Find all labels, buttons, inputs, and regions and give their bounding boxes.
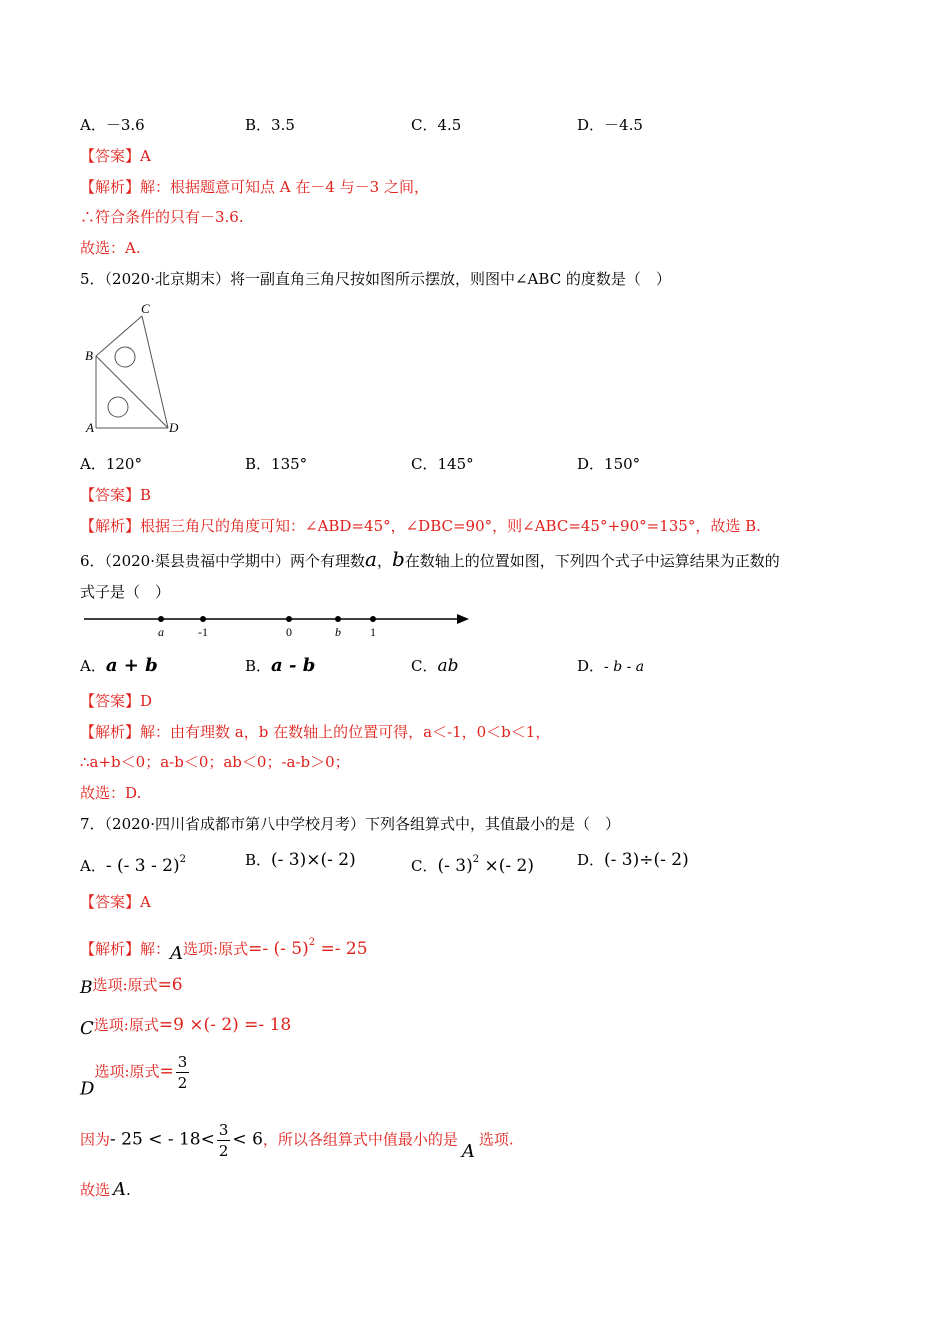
label-b: b <box>335 625 341 639</box>
number-line-arrow <box>457 614 469 624</box>
q7-because-line: 因为- 25 < - 18< $\frac{3}{2}$ < 6，所以各组算式中值最小的是A选项. <box>80 1121 514 1162</box>
label-d: D <box>169 420 179 435</box>
q4-option-a: A．－3.6 <box>80 116 145 134</box>
q5-option-b: B．135° <box>245 455 308 473</box>
q7-options <box>80 849 880 876</box>
q5-analysis: 【解析】根据三角尺的角度可知：∠ABD=45°，∠DBC=90°，则∠ABC=45°+90°=135°，故选 B. <box>80 517 761 535</box>
q6-question: 6．（2020·渠县贵福中学期中）两个有理数a，b在数轴上的位置如图，下列四个式子中运算结果为正数的 <box>80 547 780 571</box>
q5-option-d: D．150° <box>577 455 641 473</box>
q5-triangle-figure <box>82 298 192 438</box>
q7-conclusion: 故选 A. <box>80 1179 131 1200</box>
label-c: C <box>141 301 150 316</box>
q5-options <box>80 453 880 475</box>
q7-option-c: C．(- 3)$^2$ ×(- 2) <box>411 854 534 876</box>
q5-answer: 【答案】B <box>80 486 152 504</box>
fraction-three-halves-2: $\frac{3}{2}$ <box>218 1121 229 1160</box>
fraction-three-halves: $\frac{3}{2}$ <box>177 1053 188 1092</box>
q4-answer: 【答案】A <box>80 147 151 165</box>
point-minus-one <box>200 616 206 622</box>
q6-number-line <box>82 608 474 642</box>
q6-question-line2: 式子是（ ） <box>80 583 171 601</box>
q6-analysis-line2: ∴a+b＜0；a-b＜0；ab＜0；-a-b＞0； <box>80 753 350 771</box>
q7-option-b: B．(- 3)×(- 2) <box>245 850 356 870</box>
q5-option-a: A．120° <box>80 455 142 473</box>
triangle-edge-bc <box>96 316 142 356</box>
q7-question: 7．（2020·四川省成都市第八中学校月考）下列各组算式中，其值最小的是（ ） <box>80 815 620 833</box>
point-b <box>335 616 341 622</box>
q4-options <box>80 114 880 136</box>
q7-option-a: A．- (- 3 - 2)$^2$ <box>80 854 186 876</box>
q4-option-d: D．－4.5 <box>577 116 643 134</box>
q6-option-c: C．ab <box>411 656 459 676</box>
label-a: A <box>86 420 94 435</box>
q6-conclusion: 故选：D. <box>80 784 142 802</box>
label-one: 1 <box>370 625 376 639</box>
q7-option-d: D．(- 3)÷(- 2) <box>577 850 689 870</box>
q6-option-a: A．a + b <box>80 655 158 676</box>
q6-option-d: D．- b - a <box>577 657 645 675</box>
q6-analysis: 【解析】解：由有理数 a，b 在数轴上的位置可得，a＜-1，0＜b＜1， <box>80 723 551 741</box>
q4-analysis-line2: ∴符合条件的只有－3.6. <box>80 208 244 226</box>
q5-question: 5．（2020·北京期末）将一副直角三角尺按如图所示摆放，则图中∠ABC 的度数是（ ） <box>80 270 671 288</box>
label-b: B <box>85 348 93 363</box>
q4-conclusion: 故选：A. <box>80 239 141 257</box>
point-one <box>370 616 376 622</box>
triangle-edge-cd <box>142 316 168 428</box>
q4-option-b: B．3.5 <box>245 116 295 134</box>
q6-option-b: B．a - b <box>245 655 316 676</box>
point-a <box>158 616 164 622</box>
q7-analysis-line-d: D选项:原式= $\frac{3}{2}$ <box>80 1053 188 1100</box>
var-a: a <box>365 547 377 571</box>
triangle-edge-bd <box>96 356 168 428</box>
q7-analysis-line-b: B选项:原式=6 <box>80 975 183 998</box>
q6-options <box>80 655 880 677</box>
q7-answer: 【答案】A <box>80 893 151 911</box>
q7-analysis-line-a: 【解析】解：A选项:原式=- (- 5)$^2$ =- 25 <box>80 937 368 964</box>
point-zero <box>286 616 292 622</box>
set-square-hole-lower <box>108 397 128 417</box>
set-square-hole-upper <box>115 347 135 367</box>
label-a: a <box>158 625 164 639</box>
label-minus-one: -1 <box>198 625 208 639</box>
q4-option-c: C．4.5 <box>411 116 462 134</box>
q6-answer: 【答案】D <box>80 692 153 710</box>
q4-analysis: 【解析】解：根据题意可知点 A 在－4 与－3 之间， <box>80 178 429 196</box>
label-zero: 0 <box>286 625 292 639</box>
var-b: b <box>391 547 405 571</box>
q7-analysis-line-c: C选项:原式=9 ×(- 2) =- 18 <box>80 1015 292 1039</box>
q5-option-c: C．145° <box>411 455 474 473</box>
